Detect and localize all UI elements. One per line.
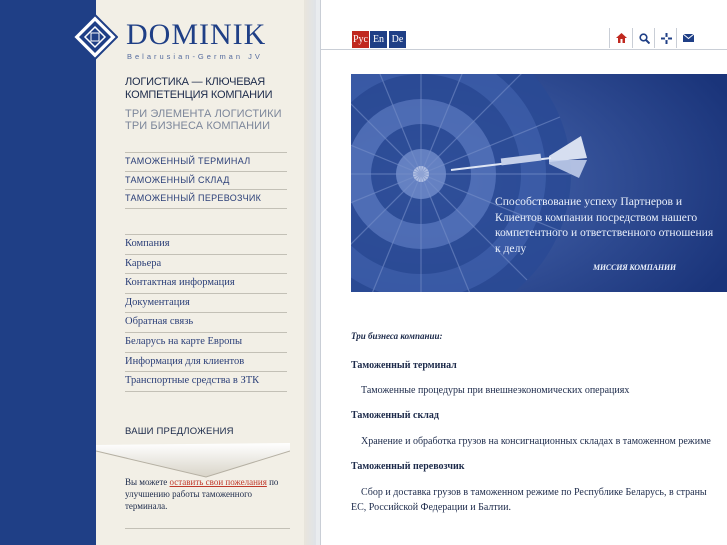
nav-item-belarus-map[interactable]: Беларусь на карте Европы — [125, 332, 287, 352]
home-button[interactable] — [609, 28, 632, 48]
sidebar-bottom-rule — [125, 528, 290, 529]
nav-item-documents[interactable]: Документация — [125, 293, 287, 313]
main-nav — [125, 234, 287, 392]
lang-de-button[interactable]: De — [389, 31, 406, 48]
section-title-carrier: Таможенный перевозчик — [351, 461, 465, 472]
suggestions-title: ВАШИ ПРЕДЛОЖЕНИЯ — [125, 426, 234, 437]
business-nav-item[interactable]: ТАМОЖЕННЫЙ СКЛАД — [125, 171, 287, 190]
business-nav-item[interactable]: ТАМОЖЕННЫЙ ПЕРЕВОЗЧИК — [125, 189, 287, 209]
section-title-warehouse: Таможенный склад — [351, 410, 439, 421]
home-icon — [616, 33, 627, 43]
lang-en-button[interactable]: En — [370, 31, 387, 48]
search-icon — [639, 33, 650, 44]
sitemap-button[interactable] — [654, 28, 677, 48]
search-button[interactable] — [632, 28, 655, 48]
suggestions-link[interactable]: оставить свои пожелания — [169, 477, 267, 487]
lang-ru-button[interactable]: Рус — [352, 31, 369, 48]
suggestions-text: Вы можете оставить свои пожелания по улучшению работы таможенного терминала. — [125, 477, 279, 511]
left-blue-band — [0, 0, 96, 545]
section-text-terminal: Таможенные процедуры при внешнеэкономических операциях — [361, 385, 630, 396]
nav-item-feedback[interactable]: Обратная связь — [125, 312, 287, 332]
tagline-secondary: ТРИ ЭЛЕМЕНТА ЛОГИСТИКИ ТРИ БИЗНЕСА КОМПАНИИ — [125, 108, 282, 132]
business-nav — [125, 152, 287, 209]
section-text-warehouse: Хранение и обработка грузов на консигнационных складах в таможенном режиме — [361, 436, 711, 447]
header-rule — [321, 49, 727, 50]
nav-item-company[interactable]: Компания — [125, 234, 287, 254]
mail-button[interactable] — [676, 28, 699, 48]
nav-item-client-info[interactable]: Информация для клиентов — [125, 352, 287, 372]
logo-icon[interactable] — [72, 14, 118, 60]
nav-item-career[interactable]: Карьера — [125, 254, 287, 274]
section-text-carrier: Сбор и доставка грузов в таможенном режиме по Республике Беларусь, в страны ЕС, Российской Федерации и Балтии. — [351, 487, 707, 513]
banner-text: Способствование успеху Партнеров и Клиентов компании посредством нашего компетентного и ответственного отношения к делу — [495, 195, 714, 255]
dartboard-image — [351, 74, 727, 292]
tagline-primary: ЛОГИСТИКА — КЛЮЧЕВАЯ КОМПЕТЕНЦИЯ КОМПАНИИ — [125, 76, 273, 101]
mission-banner — [351, 74, 727, 292]
nav-item-vehicles[interactable]: Транспортные средства в ЗТК — [125, 371, 287, 392]
logo-title[interactable]: DOMINIK — [126, 18, 267, 51]
content-heading: Три бизнеса компании: — [351, 331, 443, 341]
ribbon-decoration — [96, 441, 290, 479]
business-nav-item[interactable]: ТАМОЖЕННЫЙ ТЕРМИНАЛ — [125, 152, 287, 171]
logo-subtitle: Belarusian-German JV — [127, 52, 263, 61]
nav-item-contacts[interactable]: Контактная информация — [125, 273, 287, 293]
mail-icon — [683, 34, 694, 42]
sitemap-icon — [661, 33, 672, 44]
banner-caption: МИССИЯ КОМПАНИИ — [593, 263, 676, 272]
section-title-terminal: Таможенный терминал — [351, 360, 457, 371]
